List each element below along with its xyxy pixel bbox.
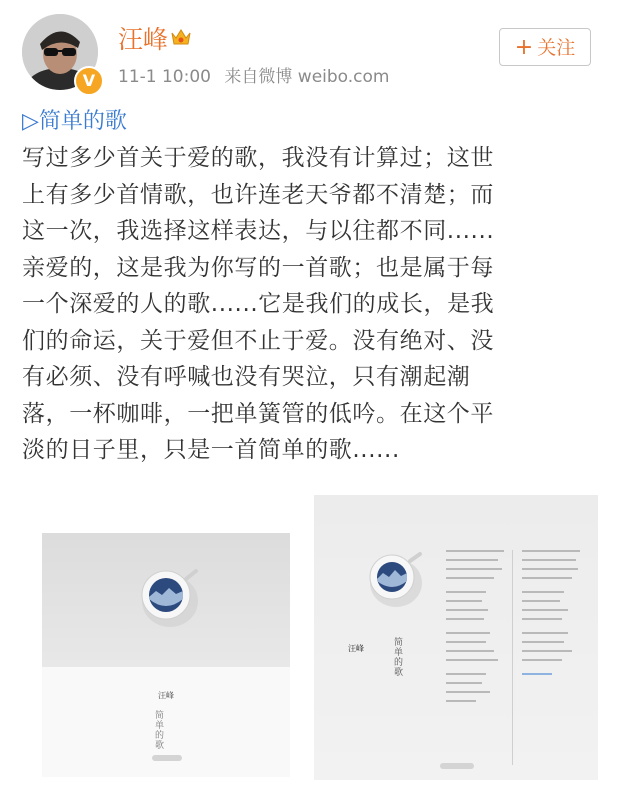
watermark-bar bbox=[440, 763, 474, 769]
post-source: 来自微博 weibo.com bbox=[224, 67, 390, 87]
username[interactable]: 汪峰 bbox=[118, 25, 169, 54]
post-line: 有必须、没有呼喊也没有哭泣，只有潮起潮 bbox=[22, 364, 471, 390]
image-artist-label: 汪峰 bbox=[348, 644, 364, 653]
post-line: 落，一杯咖啡，一把单簧管的低吟。在这个平 bbox=[22, 400, 494, 427]
plus-icon: + bbox=[514, 35, 534, 60]
post-line: 写过多少首关于爱的歌，我没有计算过；这世 bbox=[22, 145, 494, 171]
follow-label: 关注 bbox=[537, 37, 576, 59]
post-line: 一个深爱的人的歌......它是我们的成长，是我 bbox=[22, 291, 495, 317]
post-meta bbox=[118, 62, 398, 87]
post-image-1[interactable] bbox=[42, 533, 290, 777]
watermark-bar bbox=[152, 755, 182, 761]
image-artist-label: 汪峰 bbox=[158, 691, 174, 700]
image-album-title: 简单的歌 bbox=[155, 711, 165, 751]
post-line: 淡的日子里，只是一首简单的歌...... bbox=[22, 437, 400, 463]
coffee-cup-icon bbox=[134, 561, 204, 631]
column-divider bbox=[512, 550, 513, 765]
lyrics-column-right bbox=[522, 550, 580, 682]
post-line: 亲爱的，这是我为你写的一首歌；也是属于每 bbox=[22, 254, 494, 281]
post-line: 上有多少首情歌，也许连老天爷都不清楚；而 bbox=[22, 181, 494, 208]
post-text bbox=[22, 140, 600, 469]
lyrics-column-left bbox=[446, 550, 504, 709]
verified-badge-icon: V bbox=[74, 66, 104, 96]
crown-badge-icon[interactable] bbox=[170, 26, 192, 48]
post-title-link[interactable]: ▷简单的歌 bbox=[22, 109, 127, 134]
follow-button[interactable] bbox=[499, 28, 591, 66]
post-line: 这一次，我选择这样表达，与以往都不同...... bbox=[22, 218, 495, 244]
image-album-title: 简单的歌 bbox=[394, 638, 404, 678]
coffee-cup-icon bbox=[362, 545, 426, 609]
post-line: 们的命运，关于爱但不止于爱。没有绝对、没 bbox=[22, 327, 494, 354]
post-image-2[interactable] bbox=[314, 495, 598, 780]
post-time: 11-1 10:00 bbox=[118, 67, 211, 87]
